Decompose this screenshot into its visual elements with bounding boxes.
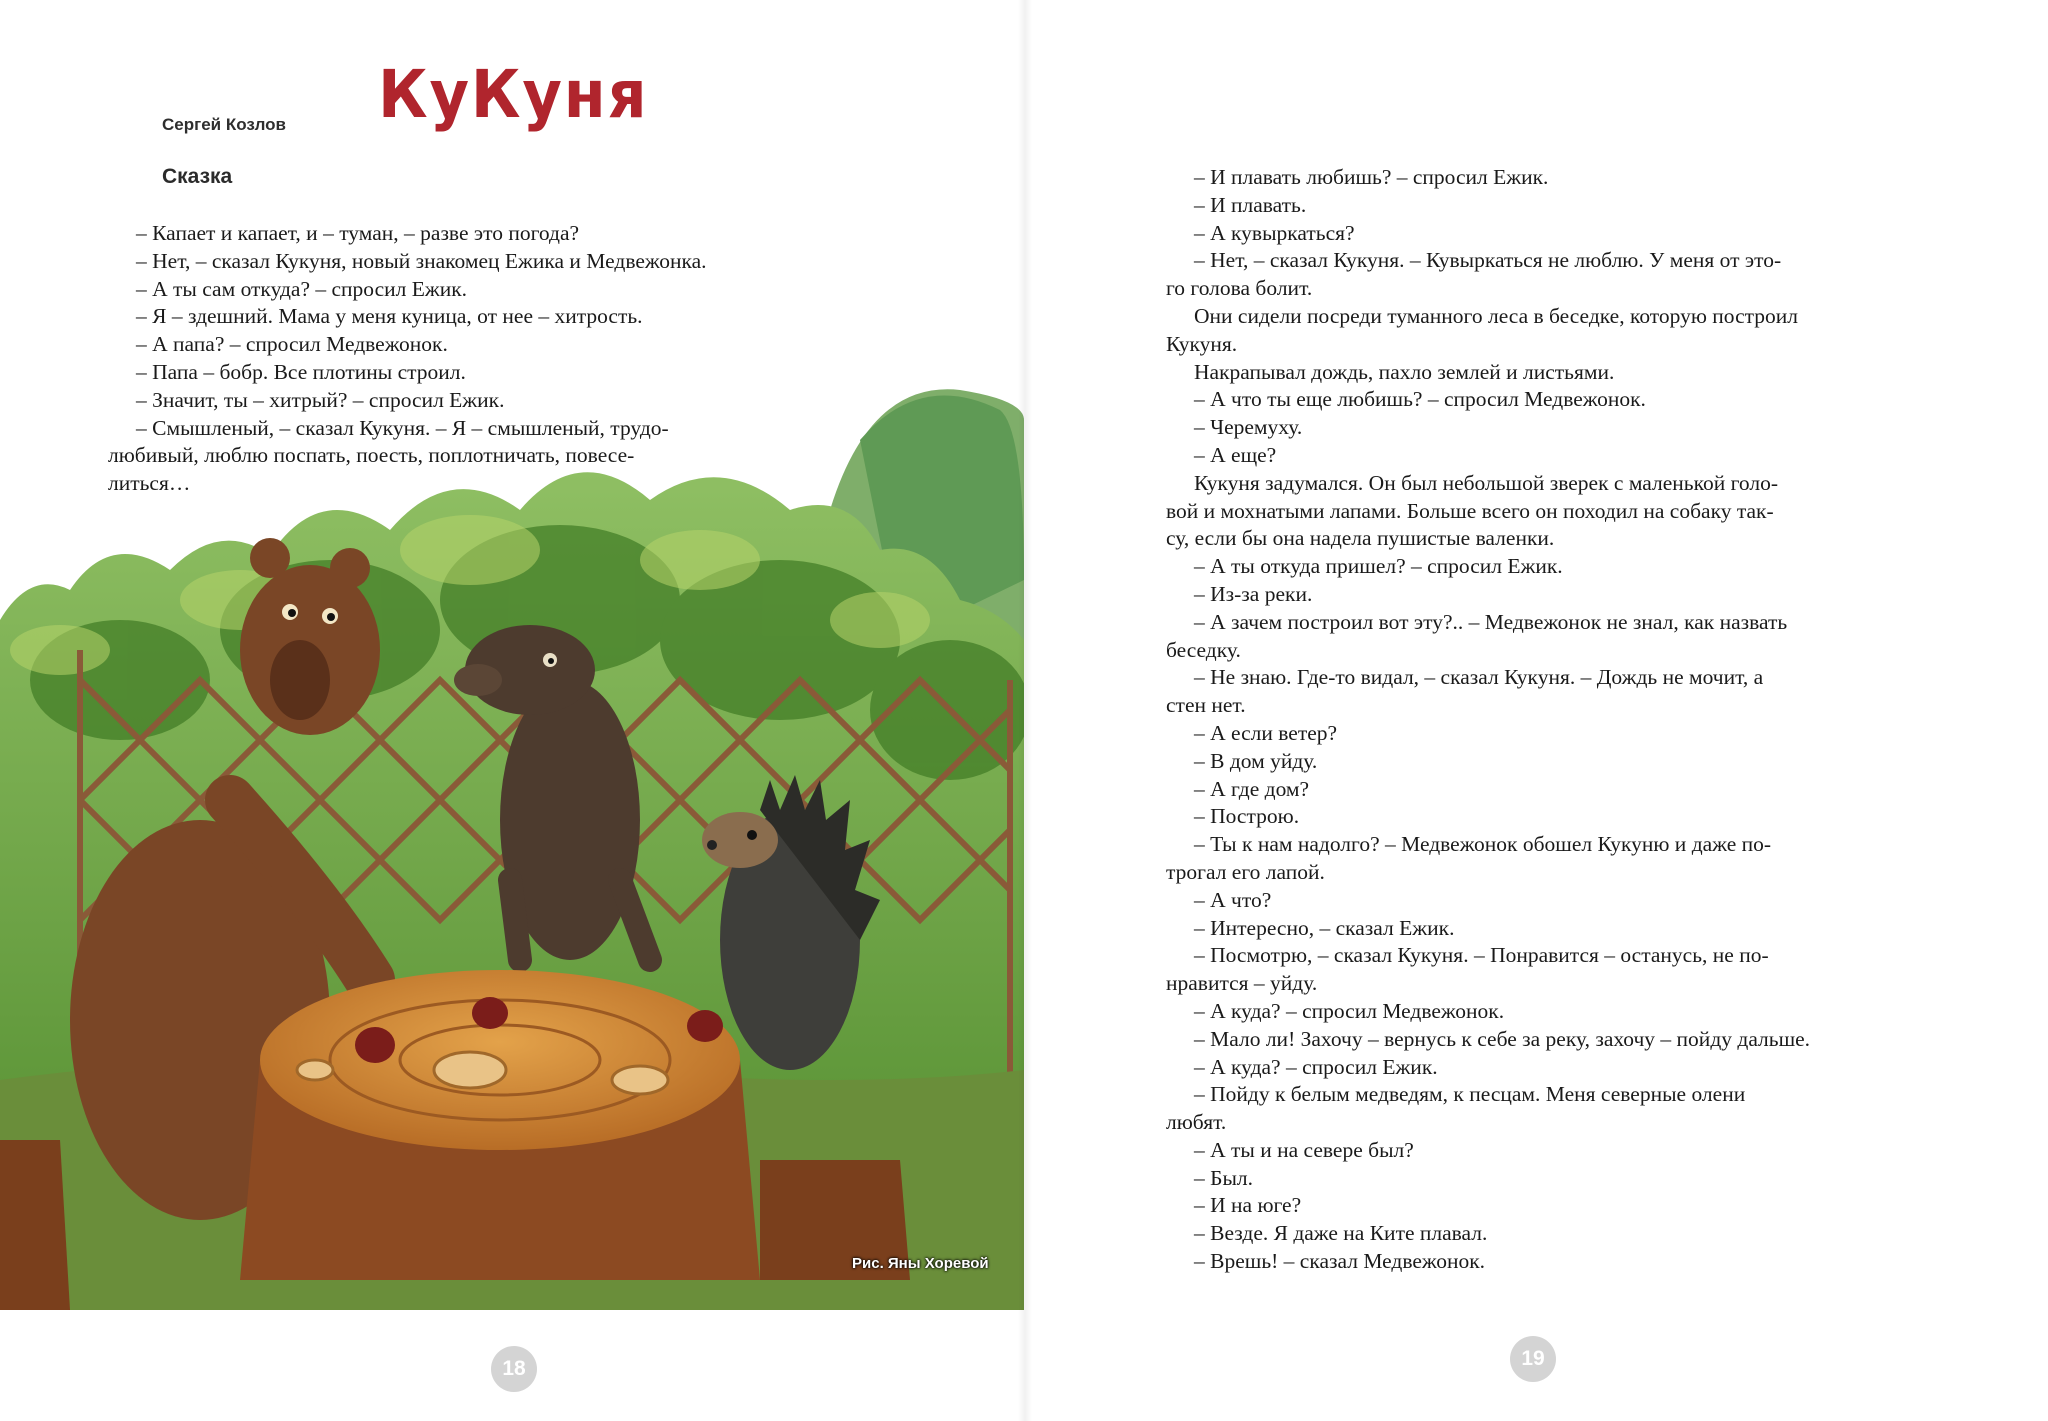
text-line: су, если бы она надела пушистые валенки.	[1166, 526, 1555, 551]
text-line: любивый, люблю поспать, поесть, поплотничать, повесе-	[108, 443, 635, 468]
text-line: любят.	[1166, 1110, 1227, 1135]
text-line: – Я – здешний. Мама у меня куница, от нее – хитрость.	[136, 304, 643, 329]
text-line: литься…	[108, 471, 191, 496]
text-line: – А что?	[1194, 887, 1272, 912]
text-line: вой и мохнатыми лапами. Больше всего он походил на собаку так-	[1166, 498, 1774, 523]
text-line: – Папа – бобр. Все плотины строил.	[136, 359, 466, 384]
story-illustration	[0, 380, 1024, 1310]
page-number-left: 18	[491, 1346, 537, 1392]
story-title: КуКуня	[378, 56, 649, 133]
author-name: Сергей Козлов	[162, 115, 286, 134]
text-line: – Ты к нам надолго? – Медвежонок обошел Кукуню и даже по-	[1194, 832, 1772, 857]
text-line: – Врешь! – сказал Медвежонок.	[1194, 1249, 1486, 1274]
text-line: – Везде. Я даже на Ките плавал.	[1194, 1221, 1488, 1246]
text-line: – Нет, – сказал Кукуня, новый знакомец Ежика и Медвежонка.	[136, 248, 707, 273]
text-line: – А ты откуда пришел? – спросил Ежик.	[1194, 554, 1563, 579]
text-line: – Смышленый, – сказал Кукуня. – Я – смышленый, трудо-	[136, 415, 669, 440]
text-line: – Интересно, – сказал Ежик.	[1194, 915, 1455, 940]
text-line: – А зачем построил вот эту?.. – Медвежонок не знал, как назвать	[1194, 609, 1788, 634]
text-line: – Не знаю. Где-то видал, – сказал Кукуня. – Дождь не мочит, а	[1194, 665, 1764, 690]
text-line: Кукуня задумался. Он был небольшой зверек с маленькой голо-	[1194, 470, 1778, 495]
text-line: – Нет, – сказал Кукуня. – Кувыркаться не люблю. У меня от это-	[1194, 248, 1782, 273]
text-line: – Значит, ты – хитрый? – спросил Ежик.	[136, 387, 505, 412]
text-line: – И плавать любишь? – спросил Ежик.	[1194, 165, 1549, 189]
text-line: Они сидели посреди туманного леса в беседке, которую построил	[1194, 303, 1799, 328]
text-line: Кукуня.	[1166, 331, 1238, 356]
book-gutter	[1018, 0, 1032, 1421]
text-line: го голова болит.	[1166, 276, 1313, 301]
right-story-text	[1166, 164, 1900, 1276]
text-line: – А что ты еще любишь? – спросил Медвежонок.	[1194, 387, 1646, 412]
right-page	[1024, 0, 2048, 1421]
text-line: – А ты сам откуда? – спросил Ежик.	[136, 276, 468, 301]
text-line: стен нет.	[1166, 693, 1246, 718]
text-line: – А если ветер?	[1194, 720, 1338, 745]
page-number-right: 19	[1510, 1336, 1556, 1382]
text-line: – Был.	[1194, 1165, 1254, 1190]
text-line: беседку.	[1166, 637, 1241, 662]
text-line: – А где дом?	[1194, 776, 1310, 801]
text-line: – А ты и на севере был?	[1194, 1137, 1414, 1162]
genre-label: Сказка	[162, 165, 233, 188]
text-line: – А еще?	[1194, 442, 1277, 467]
text-line: Накрапывал дождь, пахло землей и листьями.	[1194, 359, 1615, 384]
text-line: – Мало ли! Захочу – вернусь к себе за реку, захочу – пойду дальше.	[1194, 1026, 1811, 1051]
text-line: трогал его лапой.	[1166, 859, 1325, 884]
text-line: – А кувыркаться?	[1194, 220, 1355, 245]
text-line: – А куда? – спросил Медвежонок.	[1194, 998, 1505, 1023]
text-line: нравится – уйду.	[1166, 971, 1318, 996]
text-line: – Капает и капает, и – туман, – разве это погода?	[136, 221, 580, 245]
text-line: – Посмотрю, – сказал Кукуня. – Понравится – останусь, не по-	[1194, 943, 1769, 968]
left-story-text	[108, 220, 876, 498]
text-line: – Из-за реки.	[1194, 581, 1313, 606]
illustration-caption: Рис. Яны Хоревой	[852, 1255, 989, 1272]
text-line: – А папа? – спросил Медвежонок.	[136, 332, 448, 357]
text-line: – Построю.	[1194, 804, 1300, 829]
stump-table	[240, 970, 760, 1280]
text-line: – И на юге?	[1194, 1193, 1302, 1218]
text-line: – Пойду к белым медведям, к песцам. Меня северные олени	[1194, 1082, 1746, 1107]
text-line: – Черемуху.	[1194, 415, 1303, 440]
text-line: – И плавать.	[1194, 192, 1307, 217]
text-line: – В дом уйду.	[1194, 748, 1318, 773]
text-line: – А куда? – спросил Ежик.	[1194, 1054, 1438, 1079]
